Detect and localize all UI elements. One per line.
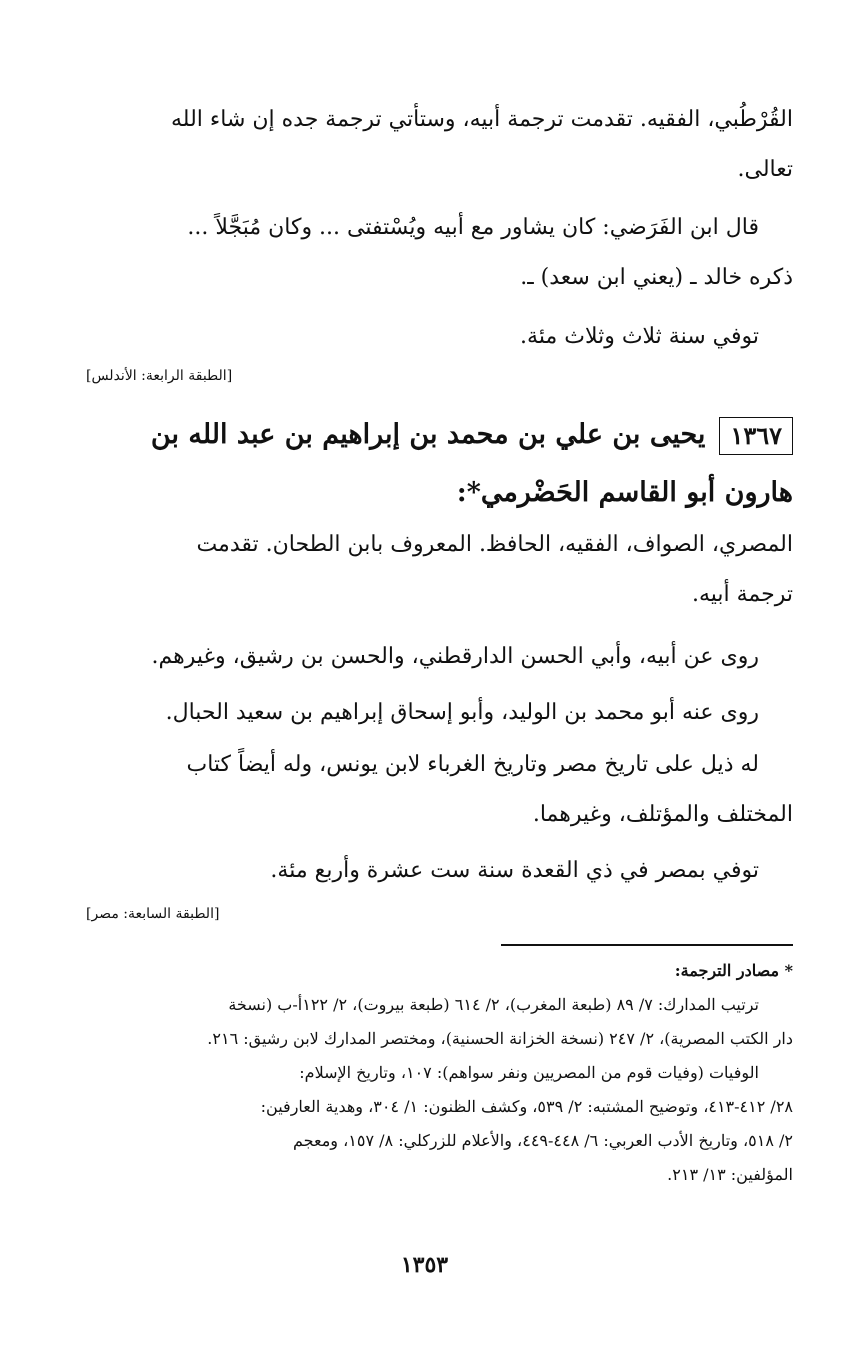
footnote-line: الوفيات (وفيات قوم من المصريين ونفر سواهم): ١٠٧، وتاريخ الإسلام: <box>299 1063 759 1082</box>
entry-number: ١٣٦٧ <box>719 417 793 455</box>
generation-tag: [الطبقة السابعة: مصر] <box>86 906 220 922</box>
heading-line: هارون أبو القاسم الحَضْرمي*: <box>456 477 793 508</box>
footnote-divider <box>501 944 793 946</box>
footnote-line: ترتيب المدارك: ٧/ ٨٩ (طبعة المغرب)، ٢/ ٦١٤ (طبعة بيروت)، ٢/ ١٢٢أ-ب (نسخة <box>228 995 759 1014</box>
heading-text: يحيى بن علي بن محمد بن إبراهيم بن عبد الله بن <box>150 419 706 450</box>
footnote-heading: * مصادر الترجمة: <box>674 961 793 980</box>
generation-tag: [الطبقة الرابعة: الأندلس] <box>86 368 233 384</box>
footnote-line: دار الكتب المصرية)، ٢/ ٢٤٧ (نسخة الخزانة الحسنية)، ومختصر المدارك لابن رشيق: ٢١٦. <box>207 1029 793 1048</box>
text-line: المصري، الصواف، الفقيه، الحافظ. المعروف بابن الطحان. تقدمت <box>196 532 793 557</box>
ibn-faradi-quote <box>86 203 793 303</box>
footnotes <box>86 954 793 1192</box>
text-line: ترجمة أبيه. <box>691 582 793 607</box>
footnote-line: ٢٨/ ٤١٢-٤١٣، وتوضيح المشتبه: ٢/ ٥٣٩، وكشف الظنون: ١/ ٣٠٤، وهدية العارفين: <box>260 1097 793 1116</box>
text-line: روى عن أبيه، وأبي الحسن الدارقطني، والحسن بن رشيق، وغيرهم. <box>151 644 759 669</box>
text-line: تعالى. <box>737 157 793 182</box>
narrated-from <box>86 632 793 682</box>
entry-works <box>86 740 793 840</box>
text-line: توفي سنة ثلاث وثلاث مئة. <box>520 324 759 349</box>
text-line: المختلف والمؤتلف، وغيرهما. <box>532 802 793 827</box>
entry-death <box>86 846 793 896</box>
text-line: ذكره خالد ـ (يعني ابن سعد) ـ. <box>520 265 793 290</box>
heading-line <box>86 406 793 464</box>
previous-death-note <box>86 312 793 362</box>
page-number: ١٣٥٣ <box>400 1252 449 1278</box>
text-line: قال ابن الفَرَضي: كان يشاور مع أبيه ويُسْتفتى ... وكان مُبَجَّلاً ... <box>187 215 759 240</box>
previous-entry-continuation <box>86 95 793 195</box>
text-line: القُرْطُبي، الفقيه. تقدمت ترجمة أبيه، وستأتي ترجمة جده إن شاء الله <box>171 107 793 132</box>
footnote-line: ٢/ ٥١٨، وتاريخ الأدب العربي: ٦/ ٤٤٨-٤٤٩، والأعلام للزركلي: ٨/ ١٥٧، ومعجم <box>293 1131 793 1150</box>
entry-description <box>86 520 793 620</box>
entry-heading <box>86 406 793 522</box>
narrated-by <box>86 688 793 738</box>
footnote-line: المؤلفين: ١٣/ ٢١٣. <box>667 1165 793 1184</box>
text-line: له ذيل على تاريخ مصر وتاريخ الغرباء لابن يونس، وله أيضاً كتاب <box>186 752 759 777</box>
text-line: روى عنه أبو محمد بن الوليد، وأبو إسحاق إبراهيم بن سعيد الحبال. <box>165 700 759 725</box>
text-line: توفي بمصر في ذي القعدة سنة ست عشرة وأربع مئة. <box>270 858 759 883</box>
